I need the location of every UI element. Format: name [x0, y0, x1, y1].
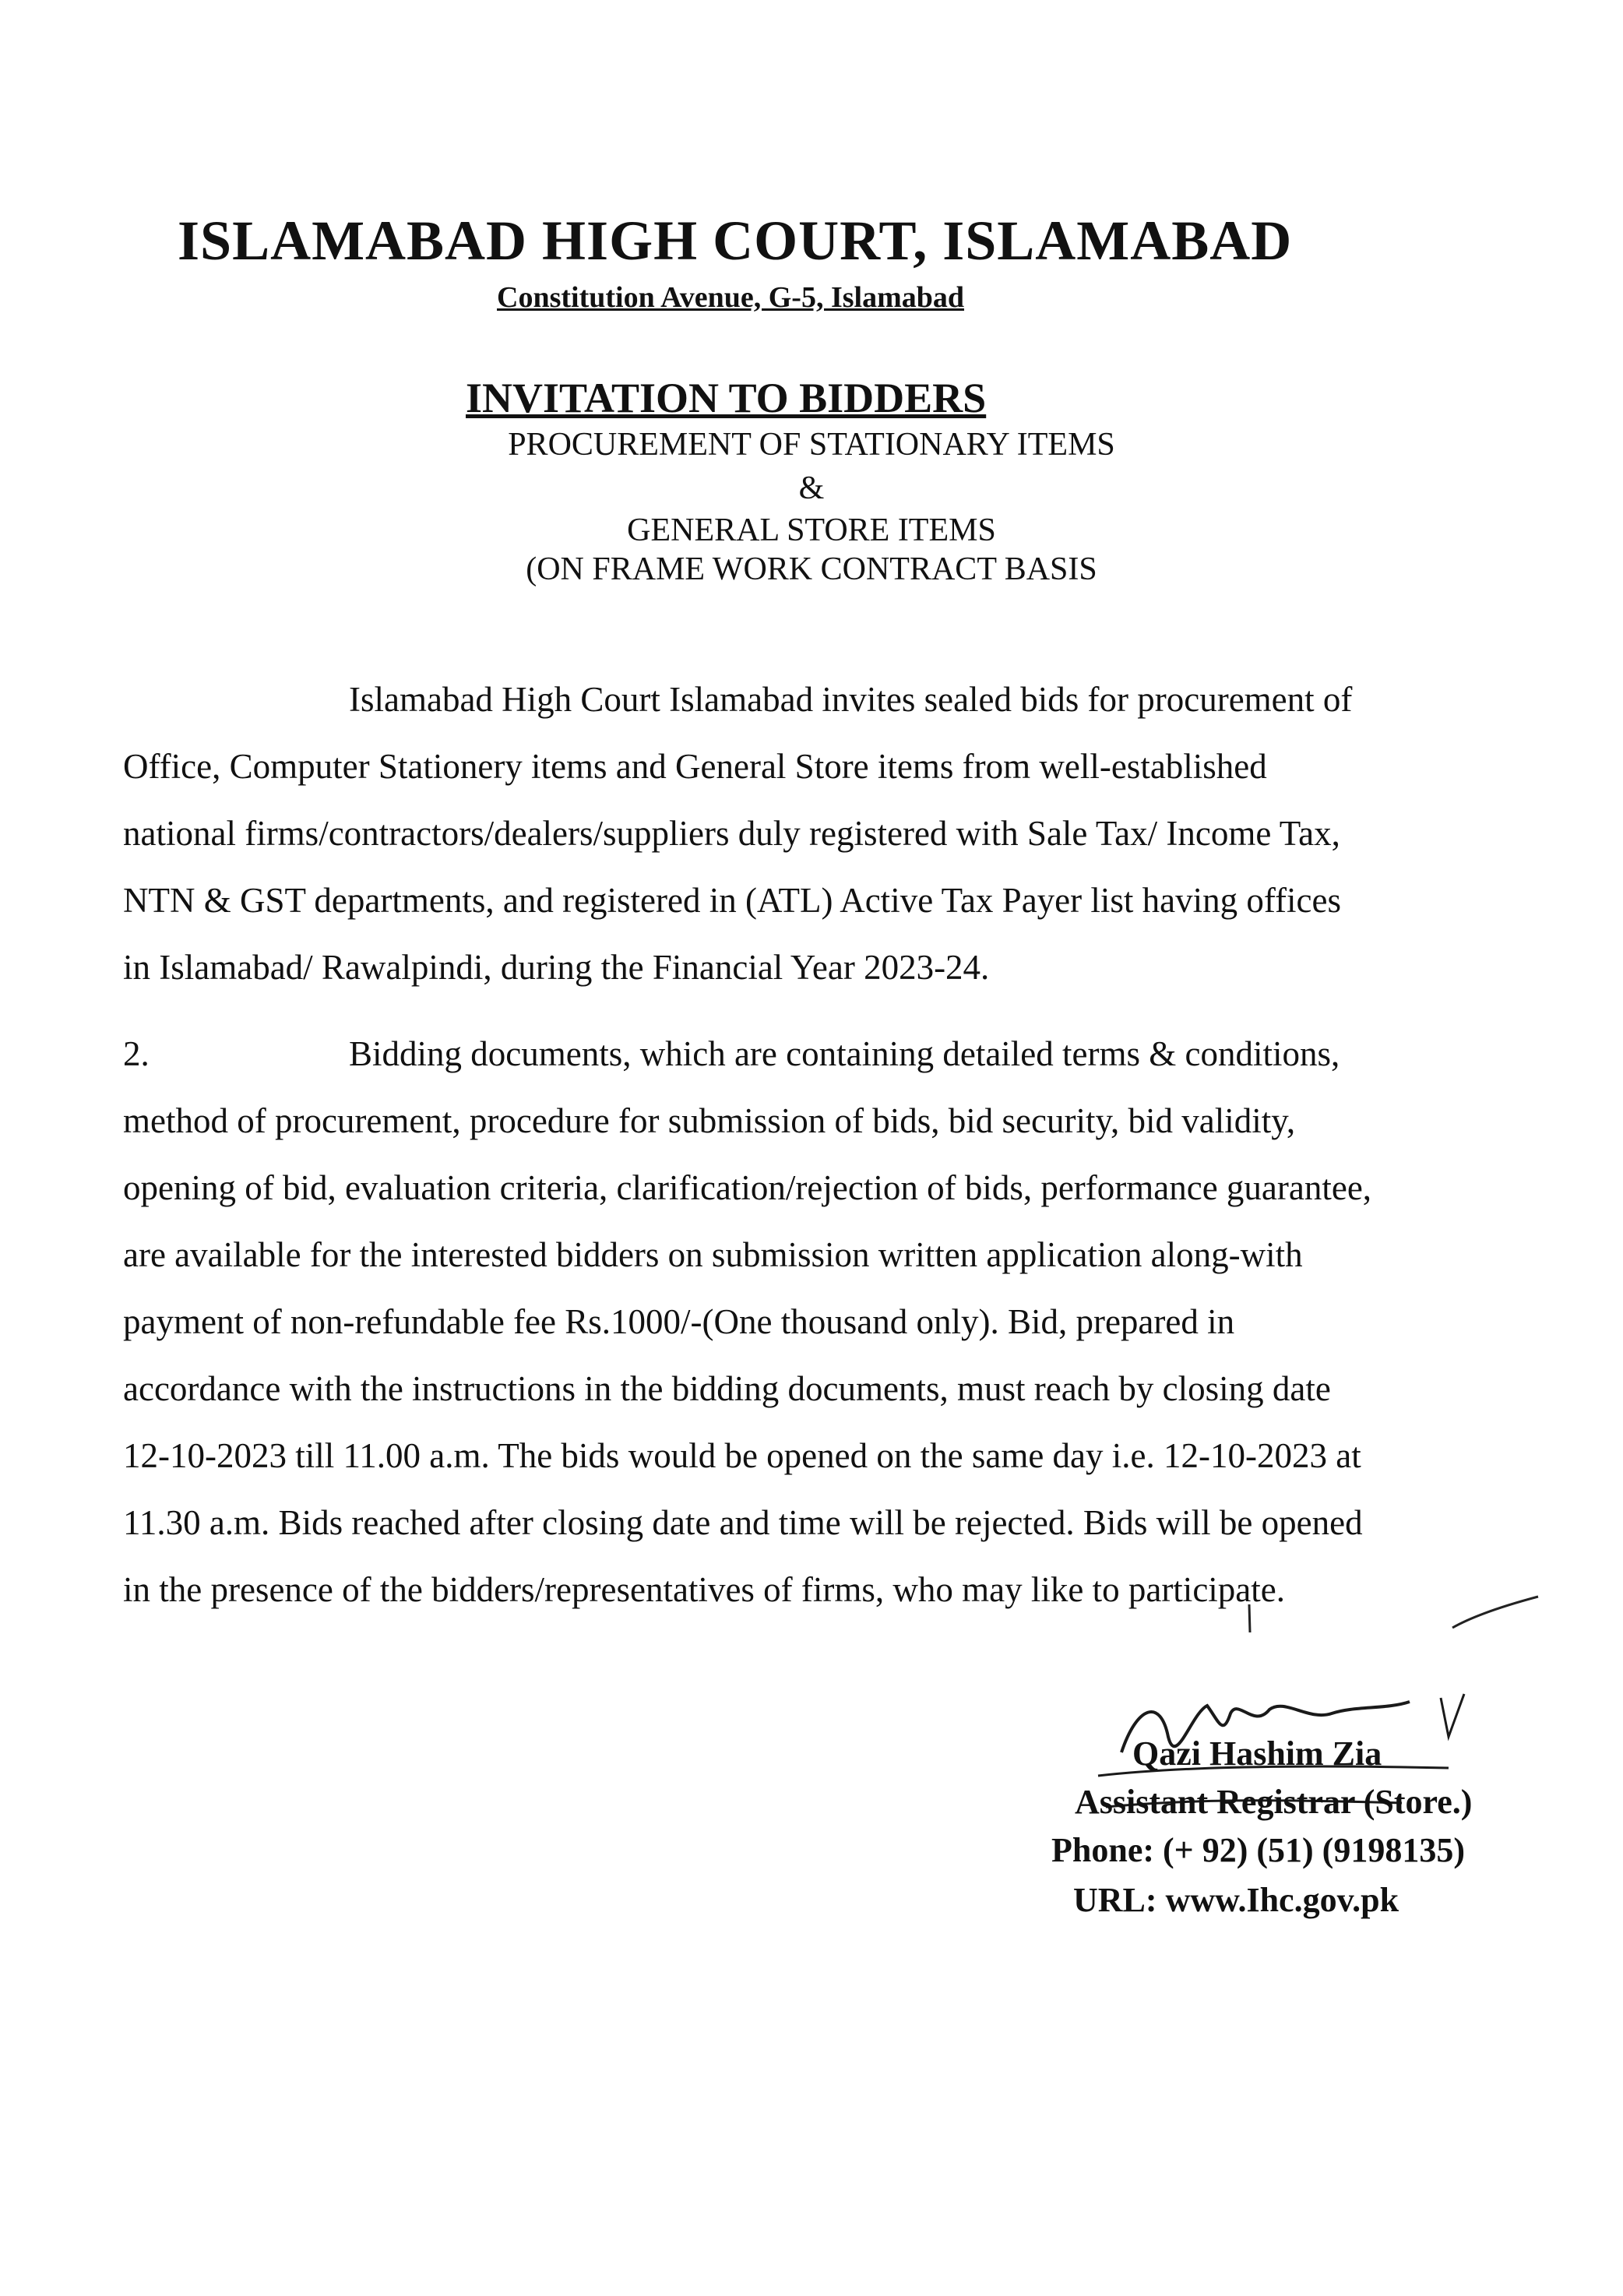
paragraph-line: 11.30 a.m. Bids reached after closing date and time will be rejected. Bids will be opened: [123, 1503, 1363, 1542]
paragraph-2: [123, 1020, 1525, 1623]
paragraph-line: Islamabad High Court Islamabad invites sealed bids for procurement of: [349, 680, 1353, 719]
paragraph-line: Office, Computer Stationery items and General Store items from well-established: [123, 747, 1267, 786]
paragraph-line: opening of bid, evaluation criteria, clarification/rejection of bids, performance guarantee,: [123, 1168, 1372, 1207]
paragraph-line: in Islamabad/ Rawalpindi, during the Financial Year 2023-24.: [123, 948, 990, 987]
paragraph-line: national firms/contractors/dealers/suppliers duly registered with Sale Tax/ Income Tax,: [123, 814, 1340, 853]
paragraph-line: method of procurement, procedure for submission of bids, bid security, bid validity,: [123, 1101, 1296, 1140]
notice-title: INVITATION TO BIDDERS: [466, 375, 987, 421]
paragraph-line: [123, 1020, 1525, 1087]
paragraph-1: [123, 666, 1525, 1001]
paragraph-line-text: Bidding documents, which are containing detailed terms & conditions,: [349, 1034, 1340, 1073]
paragraph-line: payment of non-refundable fee Rs.1000/-(One thousand only). Bid, prepared in: [123, 1302, 1235, 1341]
paragraph-line: in the presence of the bidders/representatives of firms, who may like to participate.: [123, 1570, 1285, 1609]
notice-subheading: (ON FRAME WORK CONTRACT BASIS: [526, 551, 1097, 587]
handwritten-mark: [1241, 1603, 1257, 1634]
paragraph-line: are available for the interested bidders on submission written application along-with: [123, 1235, 1303, 1274]
court-address: Constitution Avenue, G-5, Islamabad: [497, 281, 965, 314]
signatory-designation: Assistant Registrar (Store.): [1075, 1783, 1473, 1821]
handwritten-initial: [1449, 1589, 1542, 1636]
notice-subheading: &: [798, 470, 825, 506]
paragraph-line: NTN & GST departments, and registered in (ATL) Active Tax Payer list having offices: [123, 881, 1341, 920]
paragraph-number: 2.: [123, 1034, 150, 1073]
court-title: ISLAMABAD HIGH COURT, ISLAMABAD: [178, 210, 1293, 272]
signatory-name: Qazi Hashim Zia: [1132, 1734, 1382, 1773]
notice-subheading: GENERAL STORE ITEMS: [627, 512, 996, 548]
signatory-url: URL: www.Ihc.gov.pk: [1073, 1881, 1399, 1919]
notice-subheading: PROCUREMENT OF STATIONARY ITEMS: [508, 427, 1115, 463]
paragraph-line: accordance with the instructions in the bidding documents, must reach by closing date: [123, 1369, 1331, 1408]
signatory-phone: Phone: (+ 92) (51) (9198135): [1051, 1831, 1465, 1869]
paragraph-line: 12-10-2023 till 11.00 a.m. The bids would be opened on the same day i.e. 12-10-2023 at: [123, 1436, 1361, 1475]
